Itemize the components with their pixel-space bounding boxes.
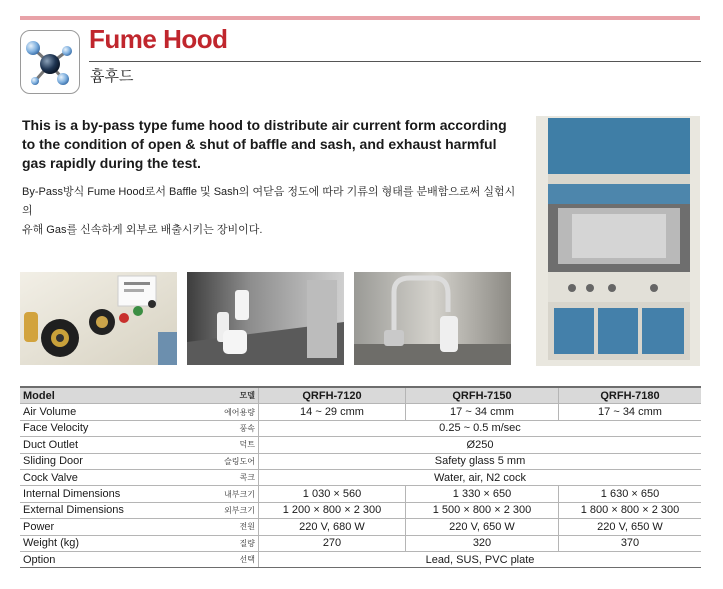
spec-value: 220 V, 650 W [406,519,559,535]
spec-label: Internal Dimensions [20,486,174,502]
table-row [20,535,701,551]
spec-value: 1 630 × 650 [559,486,702,502]
spec-value: 220 V, 680 W [259,519,406,535]
description-korean [22,183,522,240]
model-7150: QRFH-7150 [406,387,559,404]
spec-label-korean: 에어용량 [174,404,259,420]
spec-value: 1 330 × 650 [406,486,559,502]
spec-label: Weight (kg) [20,535,174,551]
spec-label: Cock Valve [20,469,174,485]
spec-label-korean: 슬링도어 [174,453,259,469]
table-row [20,437,701,453]
spec-label: External Dimensions [20,502,174,518]
spec-value: 1 200 × 800 × 2 300 [259,502,406,518]
spec-value: Safety glass 5 mm [259,453,702,469]
table-row [20,551,701,567]
spec-table-header-row [20,387,701,404]
spec-label-korean: 외부크기 [174,502,259,518]
spec-label-korean: 덕트 [174,437,259,453]
spec-label-korean: 내부크기 [174,486,259,502]
spec-value: 1 030 × 560 [259,486,406,502]
description-korean-line-1: By-Pass방식 Fume Hood로서 Baffle 및 Sash의 여닫음 정도에 따라 기류의 형태를 분배함으로써 실험시의 [22,186,516,217]
spec-value: Ø250 [259,437,702,453]
spec-table [20,386,701,568]
spec-value: 320 [406,535,559,551]
spec-value: 220 V, 650 W [559,519,702,535]
description-korean-line-2: 유해 Gas를 신속하게 외부로 배출시키는 장비이다. [22,224,263,236]
spec-label: Option [20,551,174,567]
spec-label-korean: 질량 [174,535,259,551]
spec-label: Model [20,387,174,404]
table-row [20,502,701,518]
spec-value: 1 500 × 800 × 2 300 [406,502,559,518]
spec-label-korean: 선택 [174,551,259,567]
table-row [20,469,701,485]
description-english: This is a by-pass type fume hood to distribute air current form according to the condition of open & shut of baffle and sash, and exhaust harmful gas rapidly during the test. [22,117,507,171]
table-row [20,519,701,535]
model-7180: QRFH-7180 [559,387,702,404]
table-row [20,404,701,420]
spec-value: 370 [559,535,702,551]
spec-label: Duct Outlet [20,437,174,453]
spec-value: 270 [259,535,406,551]
interior-faucets-photo [187,272,344,365]
logo-box [20,30,80,94]
spec-label-korean: 풍속 [174,420,259,436]
fume-hood-cabinet-photo [536,116,700,366]
spec-label: Sliding Door [20,453,174,469]
spec-label: Face Velocity [20,420,174,436]
spec-label-korean: 전원 [174,519,259,535]
gooseneck-faucet-photo [354,272,511,365]
spec-value: Lead, SUS, PVC plate [259,551,702,567]
table-row [20,486,701,502]
model-7120: QRFH-7120 [259,387,406,404]
spec-value: 17 ~ 34 cmm [406,404,559,420]
page-subtitle-korean: 흄후드 [90,68,134,85]
page-title: Fume Hood [89,24,228,54]
spec-label: Power [20,519,174,535]
spec-value: Water, air, N2 cock [259,469,702,485]
spec-value: 14 ~ 29 cmm [259,404,406,420]
molecule-icon [21,31,79,93]
spec-value: 1 800 × 800 × 2 300 [559,502,702,518]
spec-value: 0.25 ~ 0.5 m/sec [259,420,702,436]
valve-panel-photo [20,272,177,365]
spec-label-korean: 콕크 [174,469,259,485]
header-accent-bar [20,16,700,20]
spec-label-korean: 모델 [174,387,259,404]
table-row [20,453,701,469]
spec-label: Air Volume [20,404,174,420]
spec-value: 17 ~ 34 cmm [559,404,702,420]
table-row [20,420,701,436]
title-divider [89,61,701,62]
